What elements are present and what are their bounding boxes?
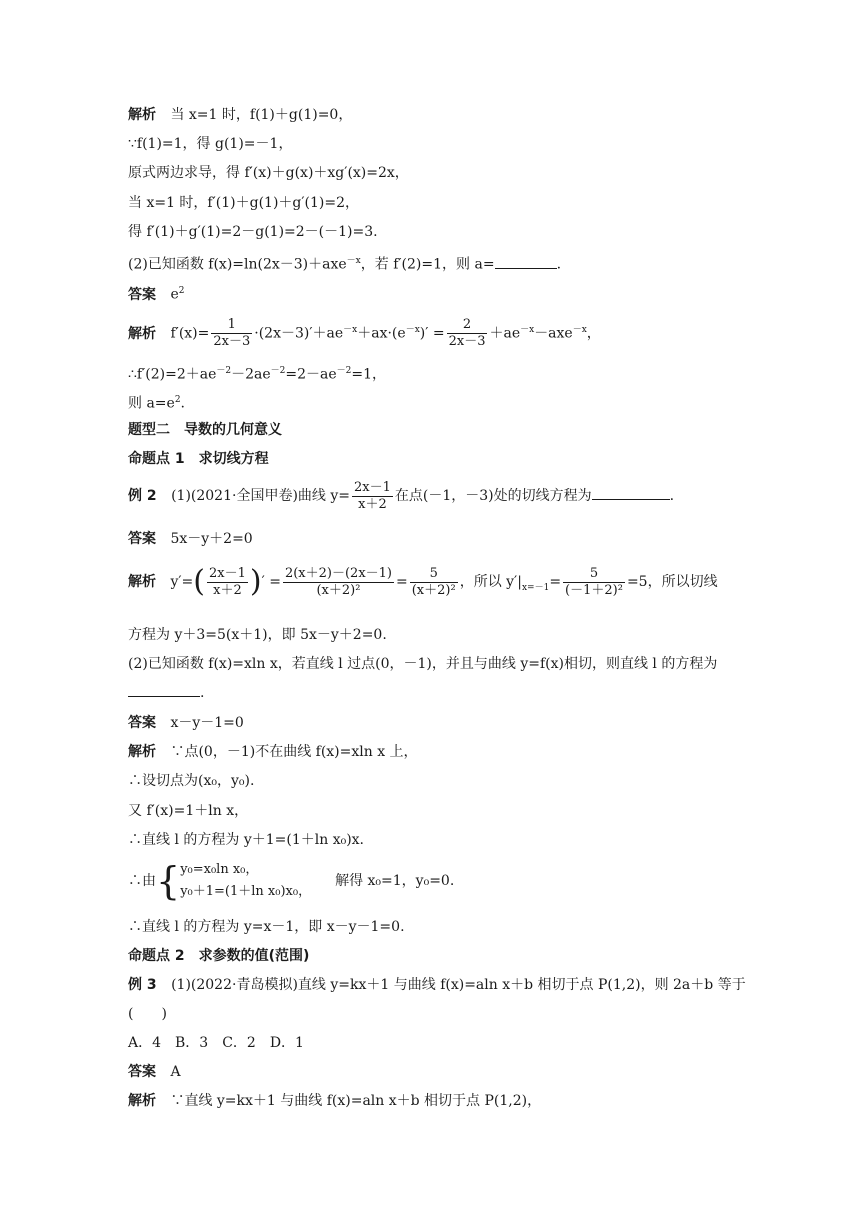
solution-label: 解析 [128, 744, 156, 760]
answer-blank [495, 256, 557, 269]
denominator: (－1＋2)² [565, 582, 623, 598]
solution-label: 解析 [128, 325, 156, 342]
question-text: ，若 f′(2)=1，则 a= [360, 256, 495, 273]
text-line [128, 391, 185, 413]
answer-line [128, 282, 184, 304]
answer-label: 答案 [128, 286, 156, 303]
answer-text: e [170, 286, 179, 303]
text-line [128, 223, 378, 241]
line-text: 解得 x₀=1，y₀=0. [335, 873, 455, 889]
punctuation: . [669, 488, 675, 504]
superscript: －2 [216, 366, 232, 376]
fraction [283, 566, 394, 599]
question-text: (2)已知函数 f(x)=ln(2x－3)＋axe [128, 256, 347, 273]
answer-text: 5x－y＋2=0 [170, 531, 253, 547]
punctuation: . [200, 685, 205, 701]
superscript: －x [343, 325, 358, 335]
denominator: 2x－3 [213, 334, 251, 350]
numerator: 1 [227, 317, 236, 333]
solution-text: ∵直线 y=kx＋1 与曲线 f(x)=aln x＋b 相切于点 P(1,2)， [170, 1093, 542, 1109]
formula-text: ′ = [261, 574, 281, 590]
fraction [410, 566, 458, 599]
heading-text: 命题点 1 求切线方程 [128, 451, 269, 467]
answer-line [128, 714, 244, 732]
punctuation: . [180, 395, 185, 412]
line-text: ∵f(1)=1，得 g(1)=－1， [128, 136, 293, 152]
answer-text: A [170, 1064, 181, 1080]
line-text: 则 a=e [128, 395, 175, 412]
answer-blank [128, 684, 200, 697]
fraction [447, 317, 488, 350]
solution-label: 解析 [128, 1093, 156, 1109]
question-text: (1)(2022·青岛模拟)直线 y=kx＋1 与曲线 f(x)=aln x＋b 相切于点 P(1,2)，则 2a＋b 等于 [171, 977, 746, 993]
solution-line [128, 312, 601, 352]
formula-text: f′(x)= [170, 325, 210, 342]
superscript: －2 [270, 366, 286, 376]
solution-line [128, 106, 352, 124]
numerator: 2(x＋2)－(2x－1) [284, 565, 392, 581]
solution-text: 当 x=1 时，f(1)＋g(1)=0， [170, 107, 353, 123]
formula-text: =2－ae [285, 366, 337, 383]
answer-blank [592, 487, 670, 500]
denominator: (x＋2)² [411, 582, 456, 598]
fraction [563, 566, 625, 599]
equation-1: y₀=x₀ln x₀， [180, 862, 259, 877]
solution-label: 解析 [128, 107, 156, 123]
numerator: 2 [462, 317, 472, 333]
superscript: －x [405, 325, 420, 335]
formula-text: )′ = [419, 325, 445, 342]
options-line [128, 1034, 304, 1052]
line-text: 方程为 y＋3=5(x＋1)，即 5x－y＋2=0. [128, 627, 387, 643]
formula-text: ＋ax·(e [357, 325, 406, 342]
left-brace: { [156, 859, 181, 903]
heading-text: 题型二 导数的几何意义 [128, 422, 282, 438]
denominator: 2x－3 [448, 334, 486, 350]
superscript: 2 [174, 395, 181, 405]
question-text: (1)(2021·全国甲卷)曲线 y= [171, 488, 351, 504]
formula-text: －axe [534, 325, 573, 342]
line-text: ∴由 [128, 873, 156, 889]
text-line [128, 831, 364, 849]
line-text: 原式两边求导，得 f′(x)＋g(x)＋xg′(x)=2x， [128, 165, 409, 181]
line-text: 当 x=1 时，f′(1)＋g(1)＋g′(1)=2， [128, 195, 360, 211]
right-paren: ) [249, 564, 262, 599]
example-line [128, 478, 674, 518]
example-line [128, 976, 746, 994]
equation-2: y₀＋1=(1＋ln x₀)x₀， [180, 884, 312, 899]
fraction [211, 317, 252, 350]
answer-label: 答案 [128, 1064, 156, 1080]
answer-label: 答案 [128, 715, 156, 731]
text-line [128, 362, 386, 384]
choice-options: A．4 B．3 C．2 D．1 [128, 1035, 304, 1051]
punctuation: ， [586, 325, 601, 342]
denominator: x＋2 [207, 582, 248, 599]
formula-text: =5，所以切线 [626, 574, 718, 590]
line-text: 得 f′(1)＋g′(1)=2－g(1)=2－(－1)=3. [128, 224, 378, 240]
answer-label: 答案 [128, 531, 156, 547]
text-line [128, 135, 292, 153]
numerator: 2x－1 [354, 479, 391, 495]
numerator: 5 [589, 565, 599, 581]
text-line [128, 802, 248, 820]
blank-line [128, 684, 204, 702]
text-line [128, 164, 409, 182]
line-text: 又 f′(x)=1＋ln x， [128, 803, 249, 819]
example-label: 例 3 [128, 977, 157, 993]
numerator: 5 [429, 565, 438, 581]
section-heading [128, 421, 282, 439]
question-line [128, 252, 561, 274]
heading-text: 命题点 2 求参数的值(范围) [128, 948, 310, 964]
subsection-heading [128, 947, 309, 965]
denominator: (x＋2)² [283, 582, 394, 599]
denominator: x＋2 [352, 496, 393, 513]
text-line [128, 918, 405, 936]
formula-text: = [549, 574, 562, 590]
fraction [352, 480, 393, 513]
equation-system [180, 859, 311, 903]
solution-line [128, 1092, 541, 1110]
answer-parentheses: ( ) [128, 1006, 167, 1022]
punctuation: . [556, 256, 562, 273]
line-text: ∴直线 l 的方程为 y=x－1，即 x－y－1=0. [128, 919, 405, 935]
solution-line [128, 743, 418, 761]
line-text: ∴设切点为(x₀，y₀). [128, 773, 255, 789]
text-line [128, 194, 359, 212]
question-text: 在点(－1，－3)处的切线方程为 [394, 488, 592, 504]
formula-text: ，所以 y′| [459, 574, 522, 590]
question-text: (2)已知函数 f(x)=xln x，若直线 l 过点(0，－1)，并且与曲线 y=f(x)相切，则直线 l 的方程为 [128, 656, 718, 672]
answer-line [128, 1063, 181, 1081]
text-line [128, 772, 254, 790]
formula-text: ∴f′(2)=2＋ae [128, 366, 217, 383]
formula-text: －2ae [231, 366, 271, 383]
superscript: －2 [336, 366, 352, 376]
text-line [128, 626, 387, 644]
equation-system-line [128, 858, 454, 906]
example-label: 例 2 [128, 488, 157, 504]
text-line [128, 1005, 167, 1023]
left-paren: ( [193, 564, 205, 599]
formula-text: ·(2x－3)′＋ae [254, 325, 344, 342]
solution-line [128, 562, 718, 608]
subscript: x=－1 [521, 582, 550, 593]
question-line [128, 655, 717, 673]
formula-text: = [396, 574, 408, 590]
numerator: 2x－1 [209, 565, 246, 581]
solution-label: 解析 [128, 574, 156, 590]
formula-text: y′= [170, 574, 194, 590]
superscript: －x [572, 325, 587, 335]
superscript: 2 [178, 286, 185, 296]
answer-text: x－y－1=0 [170, 715, 244, 731]
line-text: ∴直线 l 的方程为 y＋1=(1＋ln x₀)x. [128, 832, 365, 848]
formula-text: ＋ae [489, 325, 521, 342]
answer-line [128, 530, 253, 548]
superscript: －x [520, 325, 535, 335]
solution-text: ∵点(0，－1)不在曲线 f(x)=xln x 上， [170, 744, 418, 760]
subsection-heading [128, 450, 269, 468]
superscript: －x [346, 256, 361, 266]
formula-text: =1， [351, 366, 387, 383]
fraction [207, 566, 248, 599]
